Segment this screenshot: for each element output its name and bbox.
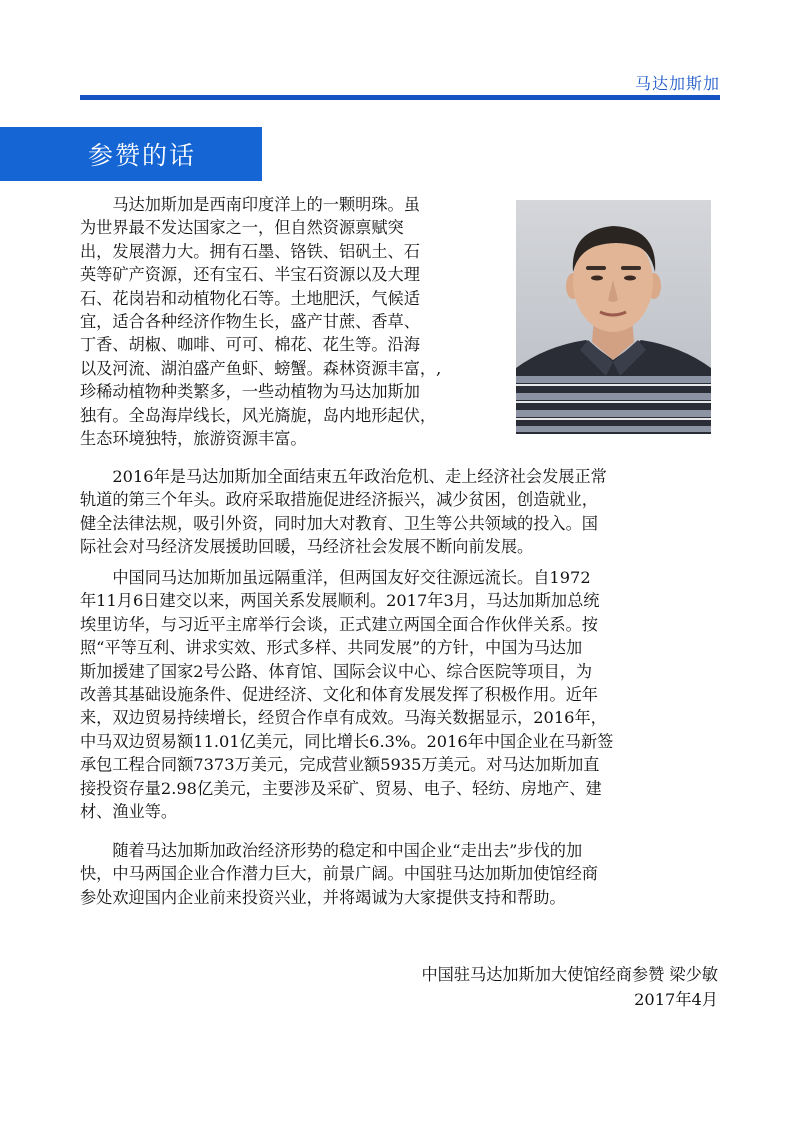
text-line: 改善其基础设施条件、促进经济、文化和体育发展发挥了积极作用。近年 [80, 685, 598, 705]
text-line: 际社会对马经济发展援助回暖，马经济社会发展不断向前发展。 [80, 537, 534, 557]
text-line: 年11月6日建交以来，两国关系发展顺利。2017年3月，马达加斯加总统 [80, 591, 600, 611]
text-line: 丁香、胡椒、咖啡、可可、棉花、花生等。沿海 [80, 335, 420, 355]
text-line: 承包工程合同额7373万美元，完成营业额5935万美元。对马达加斯加直 [80, 755, 600, 775]
text-line: 来，双边贸易持续增长，经贸合作卓有成效。马海关数据显示，2016年， [80, 708, 607, 728]
paragraph-relations [80, 566, 720, 823]
section-title: 参赞的话 [88, 141, 197, 170]
text-line: 接投资存量2.98亿美元，主要涉及采矿、贸易、电子、轻纺、房地产、建 [80, 778, 602, 798]
text-line: 埃里访华，与习近平主席举行会谈，正式建立两国全面合作伙伴关系。按 [80, 614, 598, 634]
header-country: 马达加斯加 [634, 74, 720, 93]
text-line: 生态环境独特，旅游资源丰富。 [80, 429, 307, 449]
text-line: 随着马达加斯加政治经济形势的稳定和中国企业“走出去”步伐的加 [80, 841, 583, 860]
text-line: 马达加斯加是西南印度洋上的一颗明珠。虽 [80, 195, 420, 214]
signature-date: 2017年4月 [634, 990, 718, 1009]
paragraph-intro [80, 193, 500, 450]
text-line: 出，发展潜力大。拥有石墨、铬铁、铝矾土、石 [80, 241, 420, 261]
signature-block [421, 962, 718, 1012]
text-line: 材、渔业等。 [80, 802, 178, 822]
text-line: 中国同马达加斯加虽远隔重洋，但两国友好交往源远流长。自1972 [80, 568, 591, 587]
text-line: 轨道的第三个年头。政府采取措施促进经济振兴，减少贫困，创造就业， [80, 490, 598, 510]
text-line: 2016年是马达加斯加全面结束五年政治危机、走上经济社会发展正常 [80, 467, 607, 486]
counselor-portrait [516, 200, 711, 434]
paragraph-outlook [80, 839, 720, 909]
text-line: 中马双边贸易额11.01亿美元，同比增长6.3%。2016年中国企业在马新签 [80, 731, 614, 751]
header-rule [80, 95, 720, 100]
text-line: 珍稀动植物种类繁多，一些动植物为马达加斯加 [80, 382, 420, 402]
paragraph-economy [80, 465, 720, 559]
signature-author: 中国驻马达加斯加大使馆经商参赞 梁少敏 [421, 965, 718, 984]
text-line: 参处欢迎国内企业前来投资兴业，并将竭诚为大家提供支持和帮助。 [80, 887, 566, 907]
text-line: 照“平等互利、讲求实效、形式多样、共同发展”的方针，中国为马达加 [80, 638, 583, 658]
text-line: 斯加援建了国家2号公路、体育馆、国际会议中心、综合医院等项目，为 [80, 661, 593, 681]
text-line: 为世界最不发达国家之一，但自然资源禀赋突 [80, 218, 404, 238]
text-line: 健全法律法规，吸引外资，同时加大对教育、卫生等公共领域的投入。国 [80, 513, 598, 533]
text-line: 独有。全岛海岸线长，风光旖旎，岛内地形起伏， [80, 405, 437, 425]
text-line: 英等矿产资源，还有宝石、半宝石资源以及大理 [80, 265, 420, 285]
portrait-photo [516, 200, 711, 434]
text-line: 以及河流、湖泊盛产鱼虾、螃蟹。森林资源丰富，, [80, 358, 442, 378]
text-line: 宜，适合各种经济作物生长，盛产甘蔗、香草、 [80, 312, 420, 332]
text-line: 石、花岗岩和动植物化石等。土地肥沃，气候适 [80, 288, 420, 308]
text-line: 快，中马两国企业合作潜力巨大，前景广阔。中国驻马达加斯加使馆经商 [80, 864, 598, 884]
